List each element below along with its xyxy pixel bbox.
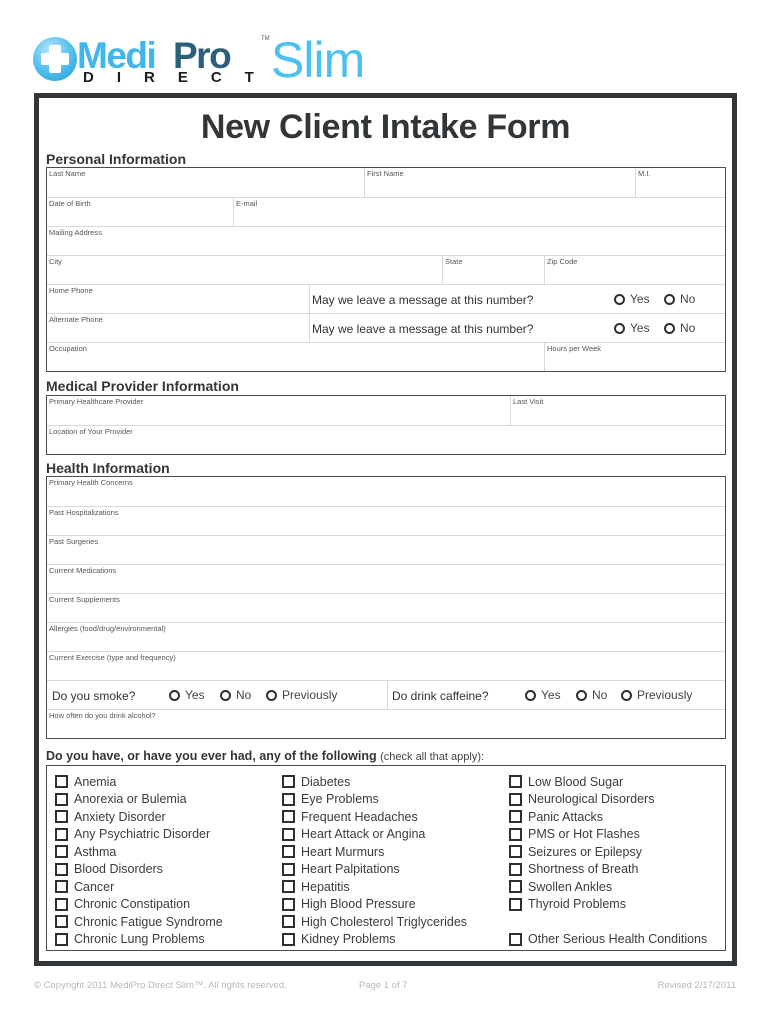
personal-info-box — [46, 167, 726, 372]
condition-label: Kidney Problems — [301, 932, 396, 947]
footer-copyright: © Copyright 2011 MediPro Direct Slim™. All rights reserved. — [34, 980, 287, 991]
primary-health-concerns-field[interactable] — [47, 477, 725, 506]
home-message-no-radio[interactable] — [664, 292, 695, 306]
field-label: Current Supplements — [49, 595, 120, 604]
radio-circle-icon — [621, 690, 632, 701]
condition-checkbox[interactable] — [55, 826, 223, 844]
checkbox-icon — [55, 793, 68, 806]
email-field[interactable] — [233, 198, 725, 226]
radio-circle-icon — [525, 690, 536, 701]
condition-checkbox[interactable] — [55, 931, 223, 949]
form-frame — [34, 93, 737, 966]
checkbox-icon — [509, 845, 522, 858]
condition-checkbox[interactable] — [55, 861, 223, 879]
condition-label: High Blood Pressure — [301, 897, 416, 912]
checkbox-icon — [282, 863, 295, 876]
condition-label: Seizures or Epilepsy — [528, 844, 642, 859]
page-title: New Client Intake Form — [200, 108, 571, 146]
condition-label: Anemia — [74, 774, 117, 789]
first-name-field[interactable] — [364, 168, 635, 197]
past-surgeries-field[interactable] — [47, 536, 725, 564]
dob-label: Date of Birth — [49, 199, 91, 208]
home-message-yes-radio[interactable] — [614, 292, 650, 306]
condition-checkbox[interactable] — [282, 843, 467, 861]
condition-label: Shortness of Breath — [528, 862, 639, 877]
checkbox-icon — [509, 793, 522, 806]
no-label: No — [592, 688, 608, 702]
checkbox-icon — [509, 828, 522, 841]
caffeine-no-radio[interactable] — [576, 688, 607, 702]
no-label: No — [236, 688, 252, 702]
state-label: State — [445, 257, 463, 266]
zip-label: Zip Code — [547, 257, 578, 266]
occupation-label: Occupation — [49, 344, 87, 353]
condition-label: Eye Problems — [301, 792, 379, 807]
home-phone-field[interactable] — [47, 285, 309, 313]
last-visit-field[interactable] — [510, 396, 725, 425]
checkbox-icon — [55, 915, 68, 928]
radio-circle-icon — [614, 323, 625, 334]
condition-label: High Cholesterol Triglycerides — [301, 914, 468, 929]
allergies-field[interactable] — [47, 623, 725, 651]
alt-message-yes-radio[interactable] — [614, 321, 650, 335]
condition-checkbox[interactable] — [55, 843, 223, 861]
condition-checkbox[interactable] — [282, 931, 467, 949]
city-label: City — [49, 257, 62, 266]
last-visit-label: Last Visit — [513, 397, 544, 406]
logo-slim: Slim — [271, 32, 365, 88]
condition-checkbox[interactable] — [282, 791, 467, 809]
condition-checkbox-other[interactable] — [509, 931, 707, 949]
conditions-column-1 — [55, 773, 223, 948]
conditions-subheading: (check all that apply): — [380, 751, 485, 763]
mailing-address-field[interactable] — [47, 227, 725, 255]
checkbox-icon — [55, 863, 68, 876]
footer-page-number: Page 1 of 7 — [359, 980, 408, 991]
message-question: May we leave a message at this number? — [312, 293, 534, 307]
yes-label: Yes — [541, 688, 561, 702]
alt-message-no-radio[interactable] — [664, 321, 695, 335]
yes-label: Yes — [630, 321, 650, 335]
checkbox-icon — [282, 880, 295, 893]
smoke-question-group — [47, 681, 387, 709]
checkbox-icon — [55, 810, 68, 823]
last-name-label: Last Name — [49, 169, 86, 178]
condition-label: Chronic Lung Problems — [74, 932, 205, 947]
radio-circle-icon — [614, 294, 625, 305]
last-name-field[interactable] — [47, 168, 364, 197]
radio-circle-icon — [576, 690, 587, 701]
condition-checkbox[interactable] — [509, 861, 707, 879]
city-field[interactable] — [47, 256, 442, 284]
checkbox-icon — [282, 845, 295, 858]
current-exercise-field[interactable] — [47, 652, 725, 680]
logo-medi: Medi — [77, 35, 156, 76]
checkbox-icon — [509, 863, 522, 876]
conditions-column-3 — [509, 773, 707, 948]
smoke-previously-radio[interactable] — [266, 688, 337, 702]
previously-label: Previously — [637, 688, 693, 702]
condition-label: Diabetes — [301, 774, 351, 789]
condition-label: Other Serious Health Conditions — [528, 932, 708, 947]
condition-checkbox[interactable] — [509, 896, 707, 914]
home-phone-message-group — [309, 285, 725, 313]
condition-checkbox[interactable] — [282, 878, 467, 896]
dob-field[interactable] — [47, 198, 233, 226]
checkbox-icon — [509, 898, 522, 911]
hours-per-week-field[interactable] — [544, 343, 725, 371]
caffeine-previously-radio[interactable] — [621, 688, 692, 702]
condition-label: Anxiety Disorder — [74, 809, 166, 824]
conditions-heading — [46, 749, 484, 763]
condition-label: Heart Palpitations — [301, 862, 400, 877]
provider-location-label: Location of Your Provider — [49, 427, 133, 436]
checkbox-icon — [282, 793, 295, 806]
field-label: Current Medications — [49, 566, 117, 575]
checkbox-icon — [509, 933, 522, 946]
condition-label: Cancer — [74, 879, 115, 894]
mi-label: M.I. — [638, 169, 651, 178]
email-label: E-mail — [236, 199, 258, 208]
zip-field[interactable] — [544, 256, 725, 284]
radio-circle-icon — [266, 690, 277, 701]
current-supplements-field[interactable] — [47, 594, 725, 622]
past-hospitalizations-field[interactable] — [47, 507, 725, 535]
condition-label: Chronic Fatigue Syndrome — [74, 914, 223, 929]
condition-checkbox[interactable] — [509, 843, 707, 861]
yes-label: Yes — [185, 688, 205, 702]
checkbox-icon — [282, 933, 295, 946]
condition-checkbox[interactable] — [282, 826, 467, 844]
smoke-no-radio[interactable] — [220, 688, 251, 702]
condition-checkbox[interactable] — [55, 913, 223, 931]
middle-initial-field[interactable] — [635, 168, 725, 197]
condition-checkbox[interactable] — [509, 808, 707, 826]
condition-checkbox[interactable] — [55, 808, 223, 826]
checkbox-icon — [55, 775, 68, 788]
hours-per-week-label: Hours per Week — [547, 344, 602, 353]
condition-label: Swollen Ankles — [528, 879, 613, 894]
section-health-title: Health Information — [46, 460, 170, 476]
field-label: Past Hospitalizations — [49, 508, 119, 517]
caffeine-question-group — [387, 681, 725, 709]
section-provider-title: Medical Provider Information — [46, 378, 239, 394]
medical-cross-icon — [33, 37, 77, 81]
condition-checkbox[interactable] — [282, 773, 467, 791]
checkbox-icon — [282, 915, 295, 928]
condition-label: Neurological Disorders — [528, 792, 655, 807]
condition-label: Thyroid Problems — [528, 897, 626, 912]
previously-label: Previously — [282, 688, 338, 702]
checkbox-icon — [55, 933, 68, 946]
checkbox-icon — [509, 775, 522, 788]
conditions-box — [46, 765, 726, 951]
condition-label: PMS or Hot Flashes — [528, 827, 640, 842]
caffeine-question: Do drink caffeine? — [392, 689, 489, 703]
alcohol-frequency-field[interactable] — [47, 710, 725, 738]
condition-checkbox[interactable] — [282, 808, 467, 826]
condition-label: Panic Attacks — [528, 809, 604, 824]
condition-label: Heart Attack or Angina — [301, 827, 426, 842]
logo-pro: Pro — [173, 35, 231, 76]
footer-revised-date: Revised 2/17/2011 — [657, 980, 736, 991]
provider-info-box — [46, 395, 726, 455]
checkbox-icon — [282, 828, 295, 841]
condition-label: Asthma — [74, 844, 117, 859]
home-phone-label: Home Phone — [49, 286, 93, 295]
condition-checkbox[interactable] — [509, 791, 707, 809]
health-info-box — [46, 476, 726, 739]
caffeine-yes-radio[interactable] — [525, 688, 561, 702]
checkbox-icon — [282, 775, 295, 788]
alt-phone-field[interactable] — [47, 314, 309, 342]
radio-circle-icon — [664, 294, 675, 305]
smoke-yes-radio[interactable] — [169, 688, 205, 702]
checkbox-icon — [509, 880, 522, 893]
provider-location-field[interactable] — [47, 426, 725, 454]
current-medications-field[interactable] — [47, 565, 725, 593]
field-label: How often do you drink alcohol? — [49, 711, 156, 720]
field-label: Current Exercise (type and frequency) — [49, 653, 176, 662]
field-label: Allergies (food/drug/environmental) — [49, 624, 166, 633]
no-label: No — [680, 292, 696, 306]
condition-checkbox[interactable] — [55, 791, 223, 809]
condition-checkbox[interactable] — [55, 878, 223, 896]
radio-circle-icon — [220, 690, 231, 701]
mailing-address-label: Mailing Address — [49, 228, 102, 237]
smoke-question: Do you smoke? — [52, 689, 136, 703]
no-label: No — [680, 321, 696, 335]
alt-phone-message-group — [309, 314, 725, 342]
condition-label: Hepatitis — [301, 879, 350, 894]
field-label: Primary Health Concerns — [49, 478, 133, 487]
primary-provider-field[interactable] — [47, 396, 510, 425]
checkbox-icon — [55, 845, 68, 858]
condition-checkbox[interactable] — [509, 773, 707, 791]
radio-circle-icon — [664, 323, 675, 334]
condition-label: Frequent Headaches — [301, 809, 418, 824]
conditions-heading-text: Do you have, or have you ever had, any of the following — [46, 749, 377, 763]
message-question: May we leave a message at this number? — [312, 322, 534, 336]
checkbox-icon — [55, 828, 68, 841]
condition-checkbox[interactable] — [55, 896, 223, 914]
checkbox-icon — [55, 898, 68, 911]
condition-checkbox[interactable] — [55, 773, 223, 791]
section-personal-title: Personal Information — [46, 151, 187, 167]
radio-circle-icon — [169, 690, 180, 701]
condition-label: Chronic Constipation — [74, 897, 191, 912]
first-name-label: First Name — [367, 169, 404, 178]
condition-label: Low Blood Sugar — [528, 774, 624, 789]
condition-label: Any Psychiatric Disorder — [74, 827, 211, 842]
condition-checkbox[interactable] — [282, 896, 467, 914]
yes-label: Yes — [630, 292, 650, 306]
condition-checkbox[interactable] — [509, 878, 707, 896]
conditions-column-2 — [282, 773, 467, 948]
brand-logo — [33, 32, 365, 88]
checkbox-icon — [55, 880, 68, 893]
checkbox-icon — [282, 810, 295, 823]
logo-trademark: TM — [261, 36, 270, 42]
condition-checkbox[interactable] — [282, 861, 467, 879]
occupation-field[interactable] — [47, 343, 544, 371]
condition-checkbox[interactable] — [509, 826, 707, 844]
checkbox-icon — [282, 898, 295, 911]
condition-label: Heart Murmurs — [301, 844, 385, 859]
checkbox-icon — [509, 810, 522, 823]
condition-checkbox[interactable] — [282, 913, 467, 931]
primary-provider-label: Primary Healthcare Provider — [49, 397, 144, 406]
logo-direct: DIRECT — [83, 69, 277, 86]
alt-phone-label: Alternate Phone — [49, 315, 103, 324]
condition-label: Anorexia or Bulemia — [74, 792, 187, 807]
condition-label: Blood Disorders — [74, 862, 163, 877]
state-field[interactable] — [442, 256, 544, 284]
field-label: Past Surgeries — [49, 537, 99, 546]
